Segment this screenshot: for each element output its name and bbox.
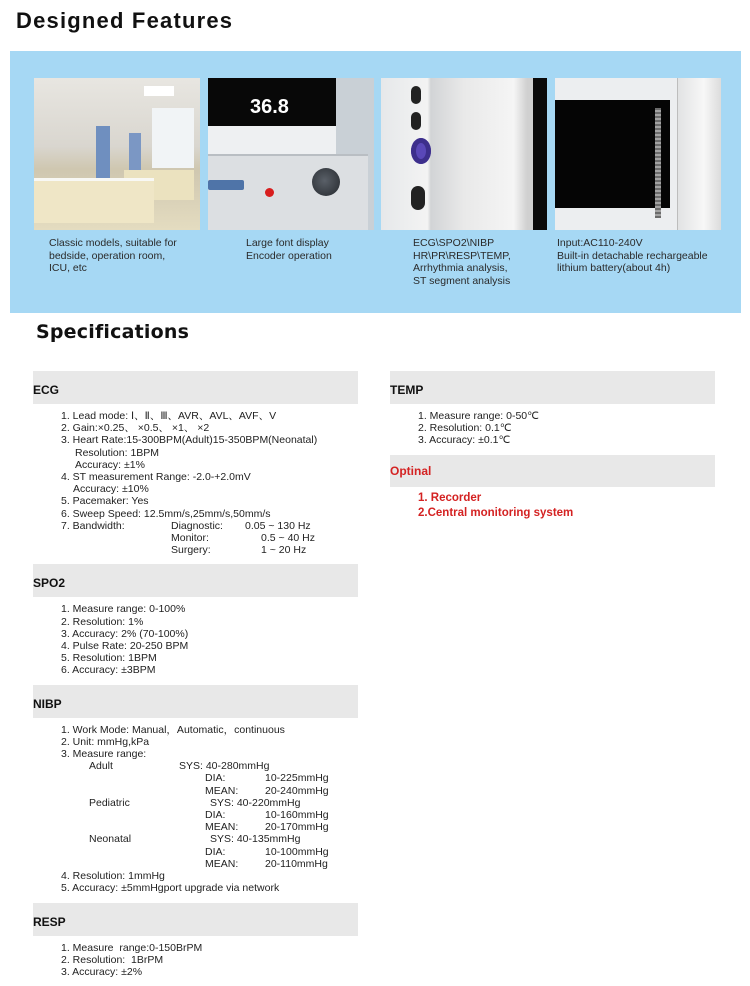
spo2-heading: SPO2 <box>33 564 358 597</box>
spec-line: Diagnostic: <box>171 520 245 532</box>
spec-line: MEAN: <box>153 821 265 833</box>
spec-line: 4. ST measurement Range: -2.0-+2.0mV <box>33 471 358 483</box>
resp-heading: RESP <box>33 903 358 936</box>
monitor-display-photo <box>208 78 374 230</box>
spec-line: Surgery: <box>171 544 245 556</box>
spec-line: HR\PR\RESP\TEMP, <box>413 250 511 263</box>
spec-line: Arrhythmia analysis, <box>413 262 511 275</box>
feature-caption-1 <box>49 237 177 275</box>
spec-line: 3. Accuracy: 2% (70-100%) <box>33 628 358 640</box>
resp-specs <box>33 936 358 986</box>
spec-line: 0.5 ~ 40 Hz <box>245 532 315 544</box>
features-banner <box>10 51 741 313</box>
spec-line: Encoder operation <box>246 250 332 263</box>
spec-line: 20-110mmHg <box>265 858 328 870</box>
feature-caption-2 <box>246 237 332 262</box>
spec-line: 5. Pacemaker: Yes <box>33 495 358 507</box>
spec-line: Built-in detachable rechargeable <box>557 250 708 263</box>
spec-line: Accuracy: ±10% <box>33 483 358 495</box>
spec-line: Monitor: <box>171 532 245 544</box>
spec-line: 6. Accuracy: ±3BPM <box>33 664 358 676</box>
spec-line: 10-225mmHg <box>265 772 329 784</box>
encoder-knob-icon <box>312 168 340 196</box>
spec-line: 2. Resolution: 0.1℃ <box>390 422 715 434</box>
spec-line: MEAN: <box>153 858 265 870</box>
spec-line: 20-170mmHg <box>265 821 329 833</box>
specifications-title: Specifications <box>36 321 189 343</box>
spec-line: 10-100mmHg <box>265 846 329 858</box>
spec-line: SYS: 40-135mmHg <box>153 833 300 845</box>
temp-specs <box>390 404 715 455</box>
spec-line: DIA: <box>153 772 265 784</box>
spec-line: MEAN: <box>153 785 265 797</box>
ecg-specs <box>33 404 358 564</box>
battery-compartment-photo <box>555 78 721 230</box>
spec-line: 1. Measure range: 0-50℃ <box>390 410 715 422</box>
spec-line: ECG\SPO2\NIBP <box>413 237 511 250</box>
spec-line: 5. Accuracy: ±5mmHgport upgrade via network <box>33 882 358 894</box>
spec-line: 2. Resolution: 1BrPM <box>33 954 358 966</box>
hospital-ward-photo <box>34 78 200 230</box>
spec-line: 1. Work Mode: Manual，Automatic，continuous <box>33 724 358 736</box>
spec-line: 1. Measure range:0-150BrPM <box>33 942 358 954</box>
spec-line: Accuracy: ±1% <box>33 459 358 471</box>
spec-line: bedside, operation room, <box>49 250 177 263</box>
spec-line: SYS: 40-220mmHg <box>153 797 300 809</box>
feature-caption-3 <box>413 237 511 287</box>
spec-line: DIA: <box>153 846 265 858</box>
spec-line: 2. Resolution: 1% <box>33 616 358 628</box>
spo2-specs <box>33 597 358 684</box>
spec-line: Classic models, suitable for <box>49 237 177 250</box>
screen-temperature-value: 36.8 <box>250 96 289 119</box>
temp-heading: TEMP <box>390 371 715 404</box>
spec-line: 1. Lead mode: Ⅰ、Ⅱ、Ⅲ、AVR、AVL、AVF、V <box>33 410 358 422</box>
spec-line: Adult <box>33 760 153 772</box>
spec-line: 4. Pulse Rate: 20-250 BPM <box>33 640 358 652</box>
monitor-ports-photo <box>381 78 547 230</box>
brand-logo-icon <box>265 188 274 197</box>
nibp-heading: NIBP <box>33 685 358 718</box>
specs-left-column <box>33 371 358 986</box>
spec-line: Pediatric <box>33 797 153 809</box>
spec-line: DIA: <box>153 809 265 821</box>
feature-caption-4 <box>557 237 708 275</box>
spec-line: 2. Gain:×0.25、 ×0.5、 ×1、 ×2 <box>33 422 358 434</box>
spec-line: 1. Recorder <box>390 491 715 506</box>
designed-features-title: Designed Features <box>16 8 233 34</box>
spec-line: 0.05 ~ 130 Hz <box>245 520 311 532</box>
optional-heading: Optinal <box>390 455 715 487</box>
spec-line: 2.Central monitoring system <box>390 506 715 521</box>
spec-line: SYS: 40-280mmHg <box>153 760 269 772</box>
spec-line: 2. Unit: mmHg,kPa <box>33 736 358 748</box>
nibp-specs <box>33 718 358 903</box>
spec-line: Large font display <box>246 237 332 250</box>
spec-line: ICU, etc <box>49 262 177 275</box>
specs-right-column <box>390 371 715 529</box>
spec-line: 3. Accuracy: ±0.1℃ <box>390 434 715 446</box>
spec-line: lithium battery(about 4h) <box>557 262 708 275</box>
bandwidth-row <box>33 520 358 532</box>
spec-line: 3. Accuracy: ±2% <box>33 966 358 978</box>
spec-line: 3. Heart Rate:15-300BPM(Adult)15-350BPM(Neonatal) <box>33 434 358 446</box>
spec-line: ST segment analysis <box>413 275 511 288</box>
spec-line: Input:AC110-240V <box>557 237 708 250</box>
spec-line: 4. Resolution: 1mmHg <box>33 870 358 882</box>
spec-line: 20-240mmHg <box>265 785 329 797</box>
spec-line: Resolution: 1BPM <box>33 447 358 459</box>
spec-line: 7. Bandwidth: <box>61 520 171 532</box>
spec-line: 1 ~ 20 Hz <box>245 544 306 556</box>
spec-line: 1. Measure range: 0-100% <box>33 603 358 615</box>
spec-line: 3. Measure range: <box>33 748 358 760</box>
spec-line: Neonatal <box>33 833 153 845</box>
spec-line: 5. Resolution: 1BPM <box>33 652 358 664</box>
ecg-heading: ECG <box>33 371 358 404</box>
spec-line: 6. Sweep Speed: 12.5mm/s,25mm/s,50mm/s <box>33 508 358 520</box>
optional-specs <box>390 487 715 529</box>
spec-line: 10-160mmHg <box>265 809 329 821</box>
